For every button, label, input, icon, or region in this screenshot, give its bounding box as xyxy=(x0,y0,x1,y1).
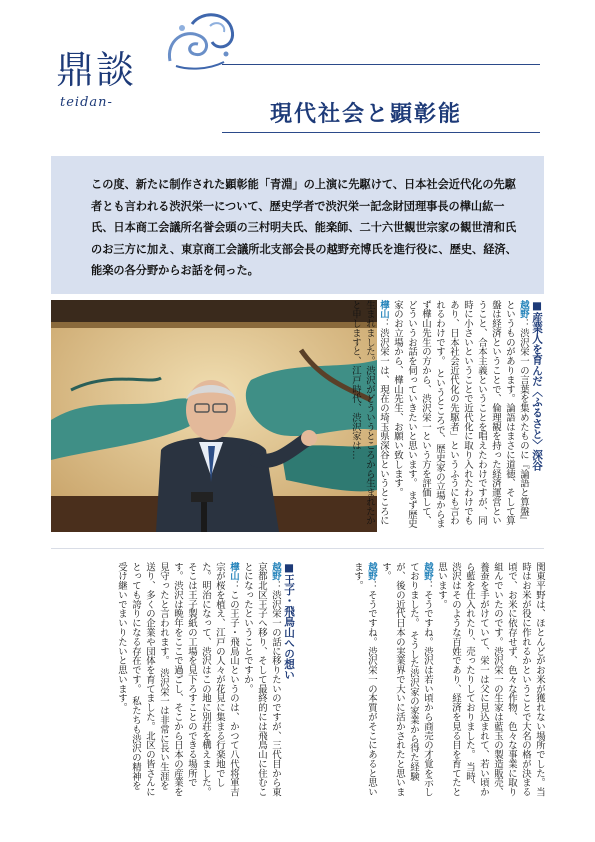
speaker-label: 樺山 xyxy=(228,562,239,581)
dialogue-text: というところで、歴史家の立場からまず樺山先生の方から、渋沢栄一という方を評価して、どういうお話を伺っていきたいと思います。 xyxy=(406,300,445,529)
dialogue-text: ：渋沢栄一は、現在の埼玉県深谷というところに生まれました。渋沢がどういうところから生まれたかと申しますと、江戸時代、渋沢家は… xyxy=(350,300,389,526)
title-rule-bottom xyxy=(222,132,540,133)
dialogue-text: まず歴史家のお立場から、樺山先生、お願い致します。 xyxy=(392,300,417,529)
speaker-photo xyxy=(51,300,377,532)
dialogue-text: そこは王子製紙の工場を見下ろすことのできる場所です。渋沢は晩年をここで過ごし、そこから日本の産業を見守ったと言われます。 xyxy=(158,562,197,797)
speaker-label: 越野 xyxy=(518,300,529,319)
dialogue-text: 私たちも渋沢の精神を受け継いでまいりたいと思います。 xyxy=(116,562,141,791)
wave-ornament-icon xyxy=(162,6,242,76)
article-header xyxy=(0,0,595,140)
speaker-label: 樺山 xyxy=(378,300,389,319)
speaker-label: 越野 xyxy=(422,562,433,581)
dialogue-text: ：渋沢栄一の言葉を集めたものに『論語と算盤』というものがあります。論語はまさに道徳、そして算盤は経済ということで、倫理観を持った経済運営ということ、合本主義ということを唱えたわけですが、同時に小さいということで近代化に取り入れたわけでもあり、日本社会近代化の先駆者」というふうにも言われるわけです。 xyxy=(434,300,529,526)
dialogue-text: ：そうですね。渋沢は若い頃から商売の才覚を示しておりました。 xyxy=(408,562,433,797)
text-column-middle xyxy=(303,562,546,798)
lead-box xyxy=(51,156,544,294)
title-rule-top xyxy=(222,64,540,65)
dialogue-text: そうした渋沢家の家業から得た経験が、後の近代日本の実業界で大いに活かされたと思います。 xyxy=(380,562,419,797)
page-title: 現代社会と顕彰能 xyxy=(270,100,463,127)
logo-roman: teidan- xyxy=(60,95,113,110)
section-heading-asukayama: ■王子・飛鳥山への想い xyxy=(283,562,295,680)
text-column-intro xyxy=(350,300,544,532)
photo-illustration xyxy=(51,300,377,532)
dialogue-text: 関東平野は、ほとんどがお米が獲れない場所でした。当時はお米が役に作れるかということで大名の格が決まる頃で、お米に依存せず、色々な作物、色々な事業に取り組んでいたのです。渋沢栄一の生家は藍玉の製造販売、養蚕を手がけていて、栄一は父に見込まれて、若い頃から藍を仕入れたり、売ったりしておりました。 xyxy=(464,562,545,797)
section-heading-furusato: ■産業人を育んだ〈ふるさと〉深谷 xyxy=(531,300,543,471)
dialogue-text: ：そうですね。渋沢栄一の本質がそこにあると思います。 xyxy=(352,562,377,797)
text-column-asukayama xyxy=(51,562,296,798)
dialogue-text: ：渋沢栄一の話に移りたいのですが、三代目から東京都北区王子へ移り、そして最終的には飛鳥山に住むことになったということですか。 xyxy=(242,562,281,797)
lead-text: この度、新たに制作された顕彰能「青淵」の上演に先駆けて、日本社会近代化の先駆者とも言われる渋沢栄一について、歴史学者で渋沢栄一記念財団理事長の樺山紘一氏、日本商工会議所名誉会頭の三村明夫氏、能楽師、二十六世観世宗家の観世清和氏のお三方に加え、東京商工会議所北支部会長の越野充博氏を進行役に、歴史、経済、能楽の各分野からお話を伺った。 xyxy=(91,178,517,277)
speaker-label: 越野 xyxy=(366,562,377,581)
dialogue-text: 当時、渋沢はそのような百姓であり、経済を見る目を育てたと思います。 xyxy=(436,562,475,797)
speaker-label: 越野 xyxy=(270,562,281,581)
dialogue-text: ：この王子・飛鳥山というのは、かつて八代将軍吉宗が桜を植え、江戸の人々が花見に集まる行楽地でした。明治になって、渋沢はこの地に別荘を構えました。 xyxy=(200,562,239,797)
dialogue-text: 渋沢栄一は非常に長い生涯を送り、多くの企業や団体を育てました。北区の皆さんにとっても誇りになる存在です。 xyxy=(130,562,169,797)
logo-kanji: 鼎談 xyxy=(56,48,137,92)
section-divider xyxy=(51,548,544,549)
